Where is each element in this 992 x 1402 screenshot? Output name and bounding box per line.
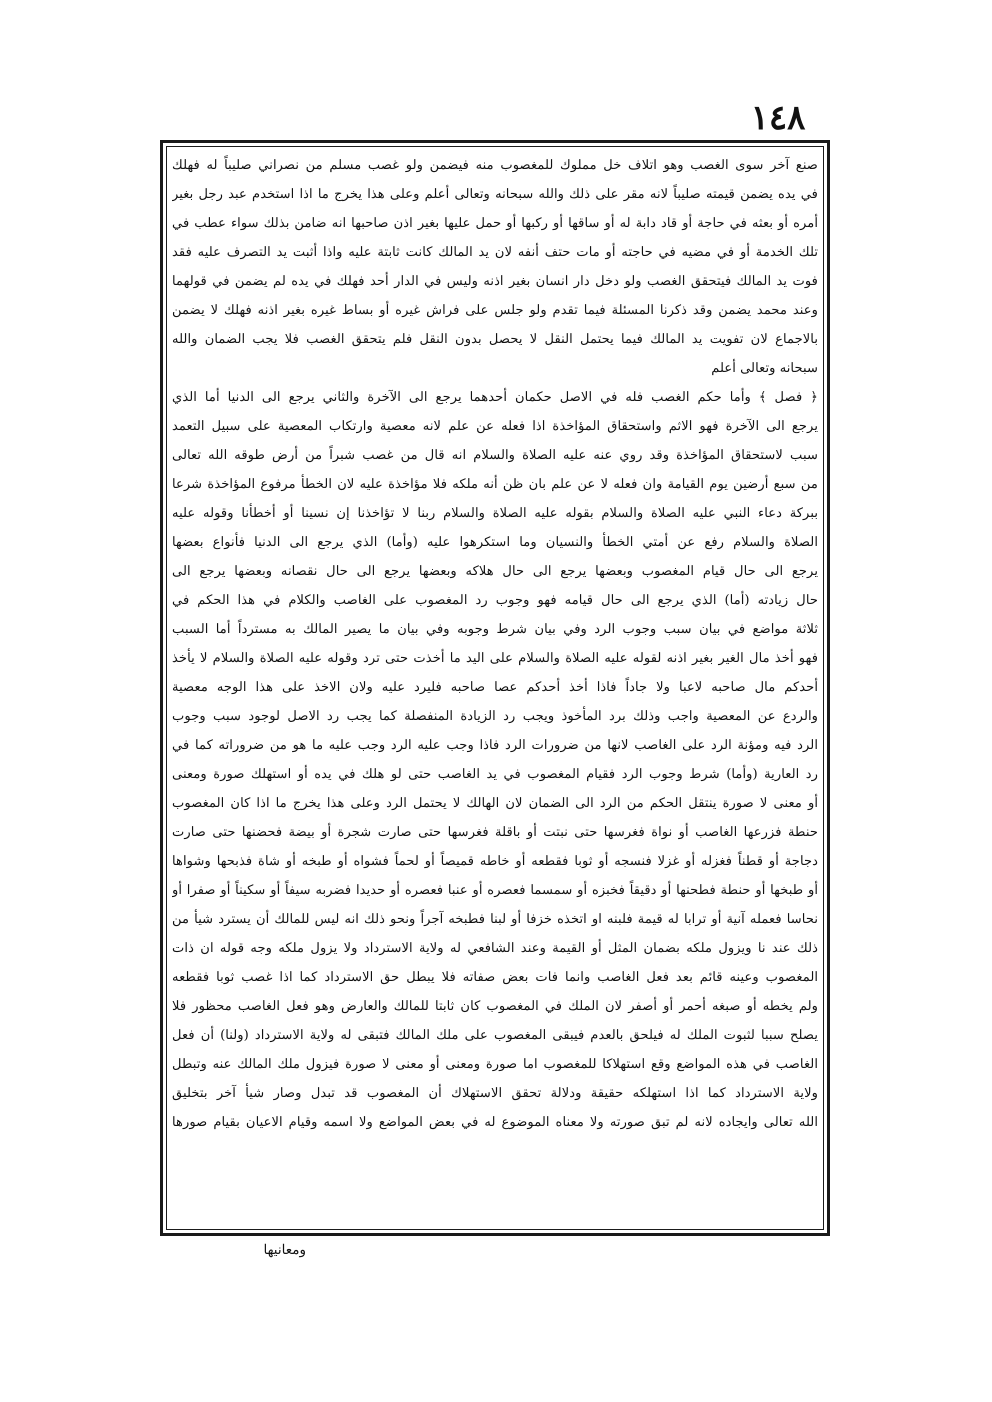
text-line: صنع آخر سوى الغصب وهو اتلاف خل مملوك للمغصوب منه فيضمن ولو غصب مسلم من نصراني صليباً له فهلك — [172, 158, 818, 173]
text-line: الله تعالى وايجاده لانه لم تبق صورته ولا معناه الموضوع له في بعض المواضع ولا اسمه وقيام الاعيان بقيام صورها — [172, 1115, 818, 1130]
text-line: بالاجماع لان تفويت يد المالك فيما يحتمل النقل لا يحصل بدون النقل فلم يتحقق الغصب فلا يجب الضمان والله — [172, 332, 818, 347]
text-line: الصلاة والسلام رفع عن أمتي الخطأ والنسيان وما استكرهوا عليه (وأما) الذي يرجع الى الدنيا فأنواع بعضها — [172, 535, 818, 550]
text-line: حال زيادته (أما) الذي يرجع الى حال قيامه فهو وجوب رد المغصوب على الغاصب والكلام في هذا الحكم في — [172, 593, 818, 608]
text-line: الرد فيه ومؤنة الرد على الغاصب لانها من ضرورات الرد فاذا وجب عليه الرد وجب عليه ما هو من ضروراته كما في — [172, 738, 818, 753]
text-line: ولم يخطه أو صبغه أحمر أو أصفر لان الملك في المغصوب كان ثابتا للمالك والعارض وهو فعل الغاصب محظور فلا — [172, 999, 818, 1014]
text-line: فوت يد المالك فيتحقق الغصب ولو دخل دار انسان بغير اذنه وليس في الدار أحد فهلك في يده لم يضمن في قولهما — [172, 274, 818, 289]
text-line: أو طبخها أو حنطة فطحنها أو دقيقاً فخبزه أو سمسما فعصره أو عنبا فعصره أو حديدا فضربه سيفاً أو سكيناً أو صفرا أو — [172, 883, 818, 898]
text-line: نحاسا فعمله آنية أو ترابا له قيمة فلبنه او اتخذه خزفا أو لبنا فطبخه آجراً ونحو ذلك انه ليس للمالك أن يسترد شيأ من — [172, 912, 818, 927]
text-line: تلك الخدمة أو في مضيه في حاجته أو مات حتف أنفه لان يد المالك كانت ثابتة عليه واذا أثبت يد التصرف عليه فقد — [172, 245, 818, 260]
text-line: ولاية الاسترداد كما اذا استهلكه حقيقة ودلالة تحقق الاستهلاك أن المغصوب قد تبدل وصار شيأ آخر بتخليق — [172, 1086, 818, 1101]
text-line: في يده يضمن قيمته صليباً لانه مقر على ذلك والله سبحانه وتعالى أعلم وعلى هذا يخرج ما اذا استخدم عبد رجل بغير — [172, 187, 818, 202]
text-line: أمره أو بعثه في حاجة أو قاد دابة له أو ساقها أو ركبها أو حمل عليها بغير اذن صاحبها انه ضامن بذلك سواء عطب في — [172, 216, 818, 231]
text-line: رد العارية (وأما) شرط وجوب الرد فقيام المغصوب في يد الغاصب حتى لو هلك في يده أو استهلك صورة ومعنى — [172, 767, 818, 782]
text-line: فهو أخذ مال الغير بغير اذنه لقوله عليه الصلاة والسلام على اليد ما أخذت حتى ترد وقوله عليه الصلاة والسلام لا يأخذ — [172, 651, 818, 666]
text-line: من سبع أرضين يوم القيامة وان فعله لا عن علم بان ظن أنه ملكه فلا مؤاخذة عليه لان الخطأ مرفوع المؤاخذة شرعا — [172, 477, 818, 492]
text-line: أو معنى لا صورة ينتقل الحكم من الرد الى الضمان لان الهالك لا يحتمل الرد وعلى هذا يخرج ما اذا كان المغصوب — [172, 796, 818, 811]
text-line: المغصوب وعينه قائم بعد فعل الغاصب وانما فات بعض صفاته فلا يبطل حق الاسترداد كما اذا غصب ثوبا فقطعه — [172, 970, 818, 985]
text-line: سبحانه وتعالى أعلم — [711, 361, 818, 376]
text-line: ثلاثة مواضع في بيان سبب وجوب الرد وفي بيان شرط وجوبه وفي بيان ما يصير المالك به مسترداً أما السبب — [172, 622, 818, 637]
catchword: ومعانيها — [263, 1242, 306, 1258]
text-line: أحدكم مال صاحبه لاعبا ولا جاداً فاذا أخذ أحدكم عصا صاحبه فليرد عليه ولان الاخذ على هذا الوجه معصية — [172, 680, 818, 695]
text-line: ذلك عند نا ويزول ملكه بضمان المثل أو القيمة وعند الشافعي له ولاية الاسترداد ولا يزول ملكه وجه قوله ان ذات — [172, 941, 818, 956]
text-line: يرجع الى حال قيام المغصوب وبعضها يرجع الى حال هلاكه وبعضها يرجع الى حال نقصانه وبعضها يرجع الى — [172, 564, 818, 579]
text-line: حنطة فزرعها الغاصب أو نواة فغرسها حتى نبتت أو باقلة فغرسها حتى صارت شجرة أو بيضة فحضنها حتى صارت — [172, 825, 818, 840]
page-number: ١٤٨ — [750, 98, 806, 138]
text-line: الغاصب في هذه المواضع وقع استهلاكا للمغصوب اما صورة ومعنى أو معنى لا صورة فيزول ملك المالك عنه وتبطل — [172, 1057, 818, 1072]
text-line: يرجع الى الآخرة فهو الاثم واستحقاق المؤاخذة اذا فعله عن علم لانه معصية وارتكاب المعصية على سبيل التعمد — [172, 419, 818, 434]
text-line: سبب لاستحقاق المؤاخذة وقد روي عنه عليه الصلاة والسلام انه قال من غصب شبراً من أرض طوقه الله تعالى — [172, 448, 818, 463]
text-line: والردع عن المعصية واجب وذلك برد المأخوذ ويجب رد الزيادة المنفصلة كما يجب رد الاصل لوجود سبب وجوب — [172, 709, 818, 724]
text-line: يصلح سببا لثبوت الملك له فيلحق بالعدم فيبقى المغصوب على ملك المالك فتبقى له ولاية الاسترداد (ولنا) أن فعل — [172, 1028, 818, 1043]
text-line: ببركة دعاء النبي عليه الصلاة والسلام بقوله عليه الصلاة والسلام ربنا لا تؤاخذنا إن نسينا أو أخطأنا وقوله عليه — [172, 506, 818, 521]
text-line: وعند محمد يضمن وقد ذكرنا المسئلة فيما تقدم ولو جلس على فراش غيره أو بساط غيره بغير اذنه فهلك لا يضمن — [172, 303, 818, 318]
text-line: ﴿ فصل ﴾ وأما حكم الغصب فله في الاصل حكمان أحدهما يرجع الى الآخرة والثاني يرجع الى الدنيا أما الذي — [172, 390, 818, 405]
text-line: دجاجة أو قطناً فغزله أو غزلا فنسجه أو ثوبا فقطعه أو خاطه قميصاً أو لحماً فشواه أو طبخه أو شاة فذبحها وشواها — [172, 854, 818, 869]
text-body — [172, 151, 818, 1225]
